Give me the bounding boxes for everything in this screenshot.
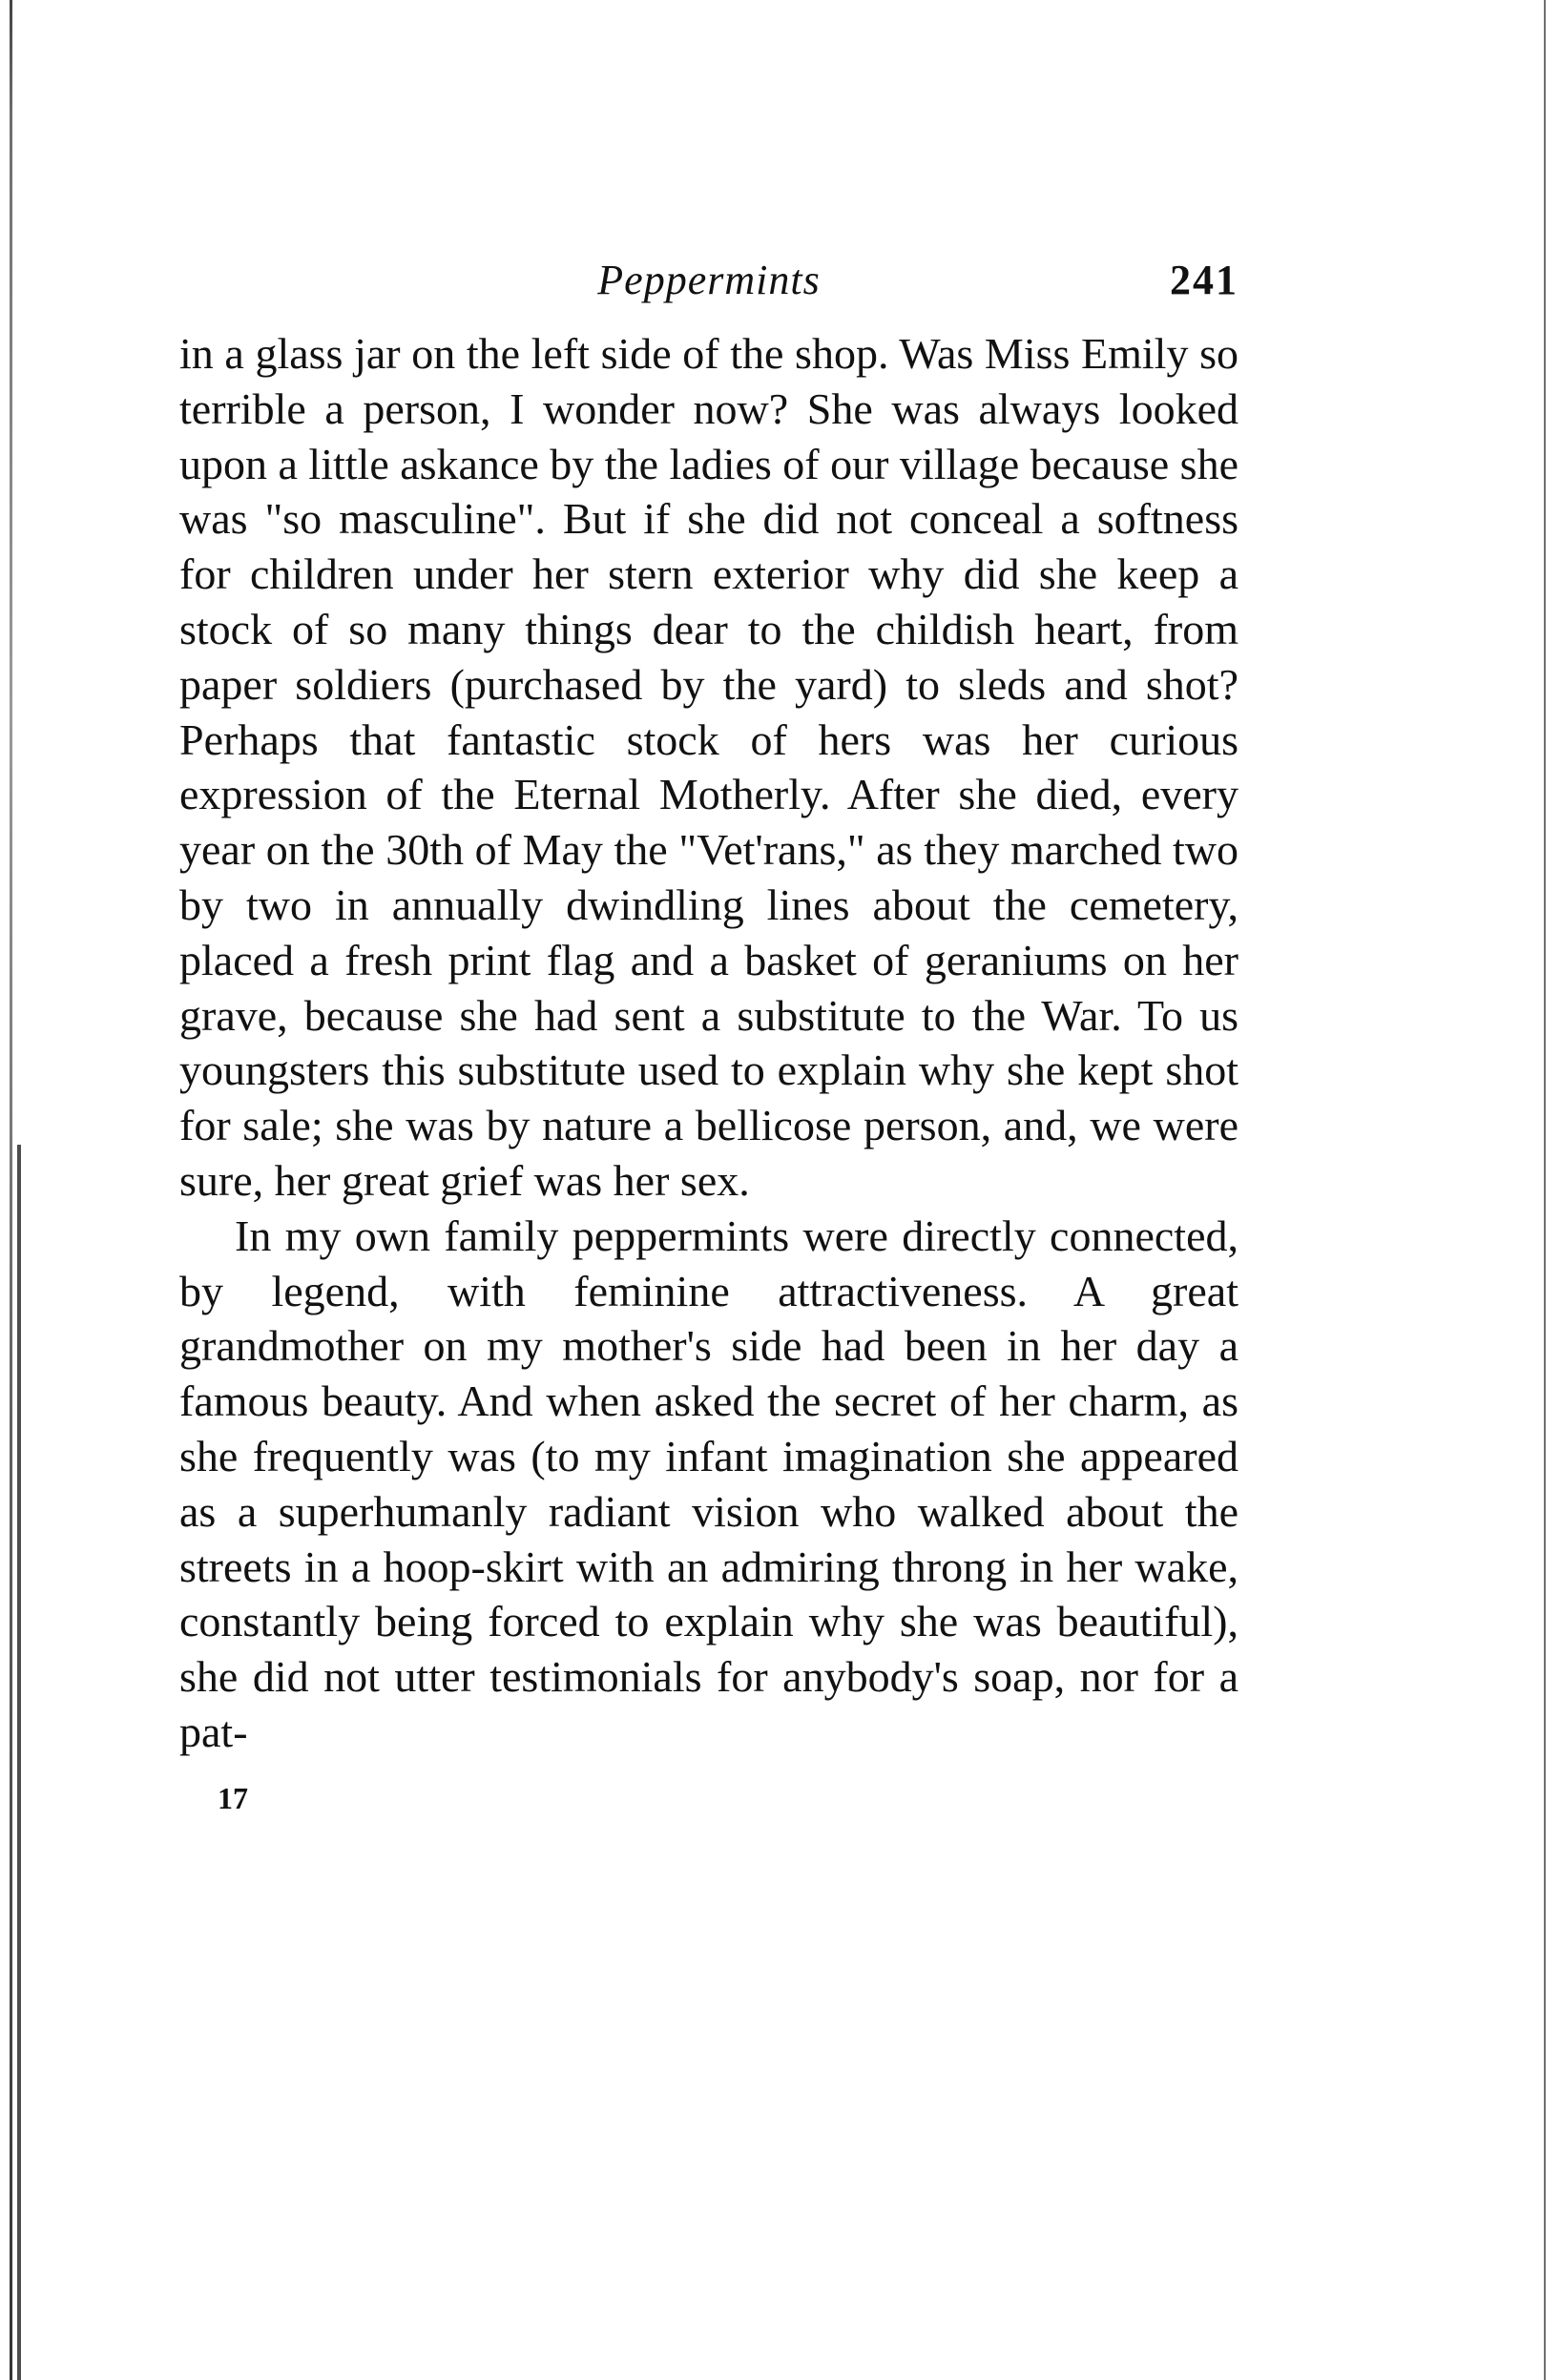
running-title: Peppermints [597, 257, 821, 303]
paragraph-2: In my own family peppermints were directly connected, by legend, with feminine attractiveness. A great grandmother on my mother's side had been in her day a famous beauty. And when asked the secret of her charm, as she frequently was (to my infant imagination she appeared as a superhumanly radiant vision who walked about the streets in a hoop-skirt with an admiring throng in her wake, constantly being forced to explain why she was beautiful), she did not utter testimonials for anybody's soap, nor for a pat- [179, 1211, 1238, 1756]
page-number: 241 [1170, 257, 1238, 303]
scan-edge-right [1544, 0, 1546, 2380]
paragraph-1: in a glass jar on the left side of the shop. Was Miss Emily so terrible a person, I wonder now? She was always looked upon a little askance by the ladies of our village because she was "so masculine". But if she did not conceal a softness for children under her stern exterior why did she keep a stock of so many things dear to the childish heart, from paper soldiers (purchased by the yard) to sleds and shot? Perhaps that fantastic stock of hers was her curious expression of the Eternal Motherly. After she died, every year on the 30th of May the "Vet'rans," as they marched two by two in annually dwindling lines about the cemetery, placed a fresh print flag and a basket of geraniums on her grave, because she had sent a substitute to the War. To us youngsters this substitute used to explain why she kept shot for sale; she was by nature a bellicose person, and, we were sure, her great grief was her sex. [179, 329, 1238, 1205]
scan-edge-left-shadow [17, 1145, 21, 2380]
scan-edge-left [10, 0, 12, 2380]
book-page [179, 256, 1238, 1816]
running-head [179, 256, 1238, 326]
body-text [179, 326, 1238, 1760]
signature-mark: 17 [218, 1780, 248, 1815]
